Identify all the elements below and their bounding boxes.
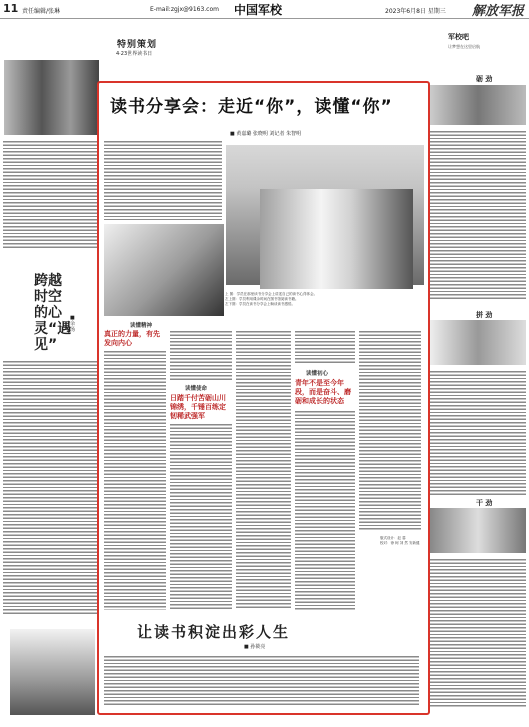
right-col3-title: 干 劲	[476, 499, 493, 507]
bottom-article-title: 让读书积淀出彩人生	[137, 623, 291, 641]
section1-head: 读懂精神	[130, 323, 153, 329]
right-text-1	[430, 130, 526, 300]
page-header	[0, 0, 529, 19]
bottom-article-author: ■ 孙筱亮	[244, 644, 266, 650]
section-title: 中国军校	[234, 3, 283, 17]
edit-line: 责任编辑/张琳	[22, 8, 61, 15]
right-text-2	[430, 370, 526, 495]
col3-text	[236, 330, 291, 610]
left-bottom-photo	[10, 629, 95, 715]
col2-text-a	[170, 330, 232, 380]
section1-subhead: 真正的力量，有先发向内心	[104, 329, 160, 347]
right-photo-2	[430, 320, 526, 365]
photo-library	[104, 224, 224, 316]
main-article-byline: ■ 黄嘉璐 张晓明 刘记者 朱智明	[230, 131, 302, 137]
feature-subtitle: 4·23世界读书日	[116, 51, 153, 57]
section2-subhead: 日踏千付苦砺山川锦绣，千锤百练定韧稀武强军	[170, 393, 226, 420]
right-photo-3	[430, 508, 526, 553]
left-body-text-2	[3, 360, 97, 615]
right-col2-title: 拼 劲	[476, 311, 493, 319]
section3-text	[295, 410, 355, 610]
bottom-article-text	[104, 655, 419, 707]
right-col1-title: 砺 劲	[476, 75, 493, 83]
right-text-3	[430, 558, 526, 708]
photo-screen	[260, 189, 413, 289]
date-line: 2023年6月8日 星期三	[385, 8, 446, 15]
section2-head: 读懂使命	[185, 386, 208, 392]
right-section-name: 军校吧	[448, 33, 469, 41]
col4-text-a	[295, 330, 355, 365]
section2-text	[170, 423, 232, 610]
section3-subhead: 青年不是至今年段，而是奋斗、磨砺和成长的状态	[295, 378, 351, 405]
right-photo-1	[430, 85, 526, 125]
page-number: 11	[3, 2, 19, 15]
left-top-photo	[4, 60, 99, 135]
left-body-text	[3, 140, 97, 248]
right-slogan: 让梦想在这里启航	[448, 44, 480, 49]
email-line: E-mail:zgjx@9163.com	[150, 6, 219, 13]
left-feature-title: 跨越时空的心灵“遇见”	[34, 273, 72, 353]
intro-text	[104, 140, 222, 220]
feature-title: 特别策划	[117, 40, 158, 50]
editor-credit: 版式设计：赵 慕 校对：徐 柯 刘 然 安新健	[380, 536, 420, 545]
masthead-logo: 解放军报	[472, 4, 525, 19]
photo-caption: 上 图：学员在那里读书分享会上讲述自己的读书心得体会。 左上图：学员利用课余时间在图书馆阅读书籍。 左下图：学员在读书分享会上畅谈读书感悟。	[225, 292, 318, 306]
section3-head: 读懂初心	[306, 371, 329, 377]
left-feature-author: ■ 余 汤	[70, 315, 76, 333]
section1-text	[104, 350, 166, 610]
main-article-title: 读书分享会：走近“你”，读懂“你”	[110, 97, 393, 117]
col5-text	[359, 330, 421, 530]
